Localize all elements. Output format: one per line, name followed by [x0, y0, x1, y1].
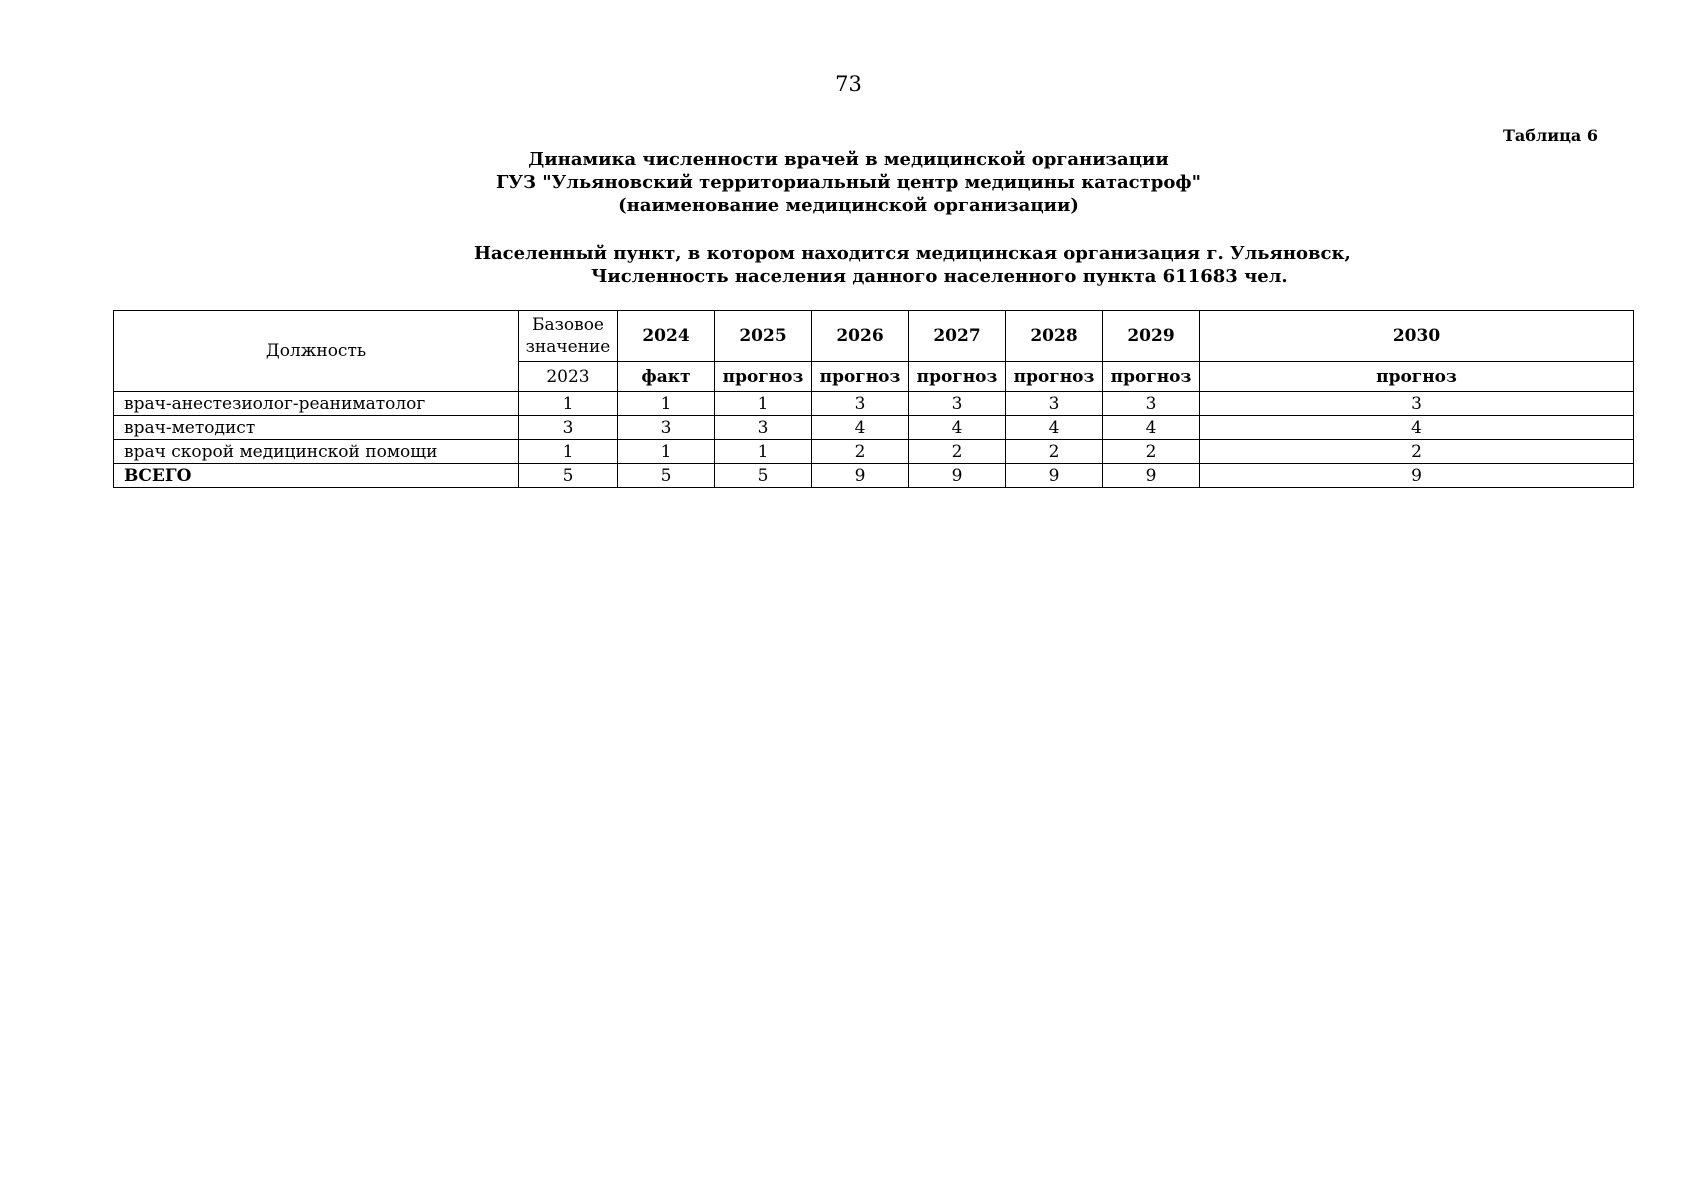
header-status: прогноз — [1006, 362, 1103, 392]
value-cell: 4 — [909, 416, 1006, 440]
value-cell: 5 — [519, 464, 618, 488]
value-cell: 1 — [715, 392, 812, 416]
header-year: 2025 — [715, 311, 812, 362]
value-cell: 4 — [1103, 416, 1200, 440]
header-status: прогноз — [812, 362, 909, 392]
header-status: прогноз — [715, 362, 812, 392]
header-year: 2029 — [1103, 311, 1200, 362]
position-cell: врач скорой медицинской помощи — [114, 440, 519, 464]
value-cell: 1 — [519, 440, 618, 464]
table-row — [114, 392, 1634, 416]
location-line-1: Населенный пункт, в котором находится медицинская организация г. Ульяновск, — [474, 243, 1351, 264]
title-line-3: (наименование медицинской организации) — [618, 195, 1079, 216]
header-status: прогноз — [1200, 362, 1634, 392]
value-cell: 3 — [1103, 392, 1200, 416]
header-year: 2024 — [618, 311, 715, 362]
header-base-line-2: значение — [525, 337, 611, 357]
value-cell: 9 — [1103, 464, 1200, 488]
value-cell: 4 — [1006, 416, 1103, 440]
value-cell: 3 — [1200, 392, 1634, 416]
header-status: факт — [618, 362, 715, 392]
value-cell: 5 — [715, 464, 812, 488]
header-year: 2027 — [909, 311, 1006, 362]
total-label-cell: ВСЕГО — [114, 464, 519, 488]
total-row — [114, 464, 1634, 488]
staff-dynamics-table — [113, 310, 1634, 488]
value-cell: 3 — [618, 416, 715, 440]
title-line-2: ГУЗ "Ульяновский территориальный центр медицины катастроф" — [495, 172, 1201, 193]
value-cell: 3 — [1006, 392, 1103, 416]
value-cell: 1 — [715, 440, 812, 464]
value-cell: 2 — [1006, 440, 1103, 464]
header-year: 2030 — [1200, 311, 1634, 362]
value-cell: 3 — [715, 416, 812, 440]
value-cell: 1 — [618, 392, 715, 416]
table-label: Таблица 6 — [1503, 126, 1598, 145]
value-cell: 2 — [812, 440, 909, 464]
table-title — [0, 148, 1697, 217]
title-line-1: Динамика численности врачей в медицинской организации — [528, 149, 1169, 170]
value-cell: 2 — [909, 440, 1006, 464]
header-year: 2026 — [812, 311, 909, 362]
table-row — [114, 440, 1634, 464]
value-cell: 9 — [909, 464, 1006, 488]
table-header-row-years — [114, 311, 1634, 362]
value-cell: 1 — [618, 440, 715, 464]
header-base-value — [519, 311, 618, 362]
position-cell: врач-анестезиолог-реаниматолог — [114, 392, 519, 416]
value-cell: 5 — [618, 464, 715, 488]
value-cell: 1 — [519, 392, 618, 416]
value-cell: 3 — [909, 392, 1006, 416]
value-cell: 9 — [1200, 464, 1634, 488]
value-cell: 9 — [1006, 464, 1103, 488]
value-cell: 9 — [812, 464, 909, 488]
header-base-line-1: Базовое — [531, 315, 604, 335]
page-number: 73 — [835, 72, 862, 96]
value-cell: 3 — [519, 416, 618, 440]
header-base-year: 2023 — [519, 362, 618, 392]
table-row — [114, 416, 1634, 440]
value-cell: 4 — [812, 416, 909, 440]
position-cell: врач-методист — [114, 416, 519, 440]
header-position: Должность — [114, 311, 519, 392]
header-year: 2028 — [1006, 311, 1103, 362]
population-line: Численность населения данного населенного пункта 611683 чел. — [591, 266, 1288, 287]
value-cell: 4 — [1200, 416, 1634, 440]
header-status: прогноз — [1103, 362, 1200, 392]
value-cell: 3 — [812, 392, 909, 416]
header-status: прогноз — [909, 362, 1006, 392]
value-cell: 2 — [1103, 440, 1200, 464]
value-cell: 2 — [1200, 440, 1634, 464]
